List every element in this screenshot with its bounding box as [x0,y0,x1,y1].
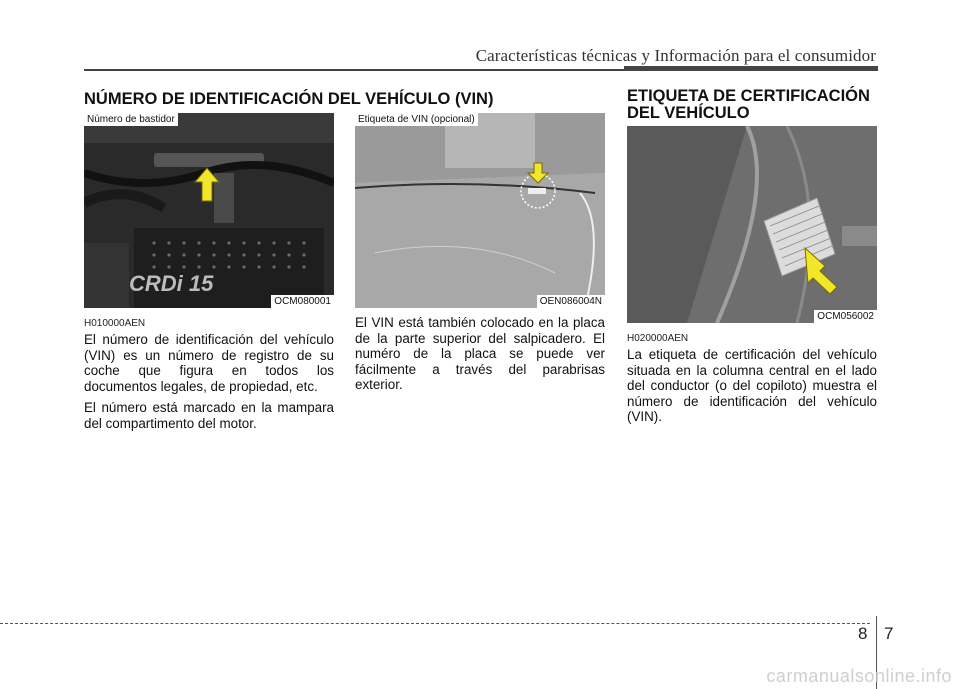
photo-label-vin-tag: Etiqueta de VIN (opcional) [355,113,478,126]
cert-body [627,347,877,431]
photo-code-engine: OCM080001 [271,295,334,308]
photo-code-pillar: OCM056002 [814,310,877,323]
page-number: 7 [884,624,894,643]
vin-paragraph-2: El número está marcado en la mampara del compartimento del motor. [84,400,334,431]
door-pillar-illustration [627,126,877,323]
photo-label-frame-number: Número de bastidor [84,113,178,126]
footer-dashed-rule [0,623,870,624]
cert-section-title [627,88,870,122]
vin-section-title: NÚMERO DE IDENTIFICACIÓN DEL VEHÍCULO (VIN) [84,90,494,108]
vin-ref-code: H010000AEN [84,318,146,329]
vin-body-col1 [84,332,334,437]
cert-paragraph-1: La etiqueta de certificación del vehículo situada en la columna central en el lado del conductor (o del copiloto) muestra el número de identificación del vehículo (VIN). [627,347,877,424]
vin-paragraph-3: El VIN está también colocado en la placa de la parte superior del salpicadero. El numéro de la placa se puede ver fácilmente a través del parabrisas exterior. [355,315,605,392]
chapter-number: 8 [858,624,868,643]
running-header: Características técnicas y Información para el consumidor [475,46,876,65]
header-bar [624,66,878,71]
dashboard-vin-photo [355,113,605,308]
vin-body-col2 [355,315,605,399]
vin-paragraph-1: El número de identificación del vehículo (VIN) es un número de registro de su coche que figura en todos los documentos legales, de propiedad, etc. [84,332,334,394]
engine-bay-illustration [84,113,334,308]
svg-text:CRDi 15: CRDi 15 [129,271,214,296]
cert-ref-code: H020000AEN [627,333,689,344]
windshield-illustration [355,113,605,308]
door-pillar-photo [627,126,877,323]
cert-title-line2: DEL VEHÍCULO [627,104,750,122]
photo-code-dashboard: OEN086004N [537,295,605,308]
engine-bay-photo [84,113,334,308]
cert-title-line1: ETIQUETA DE CERTIFICACIÓN [627,87,870,105]
watermark: carmanualsonline.info [766,666,952,686]
